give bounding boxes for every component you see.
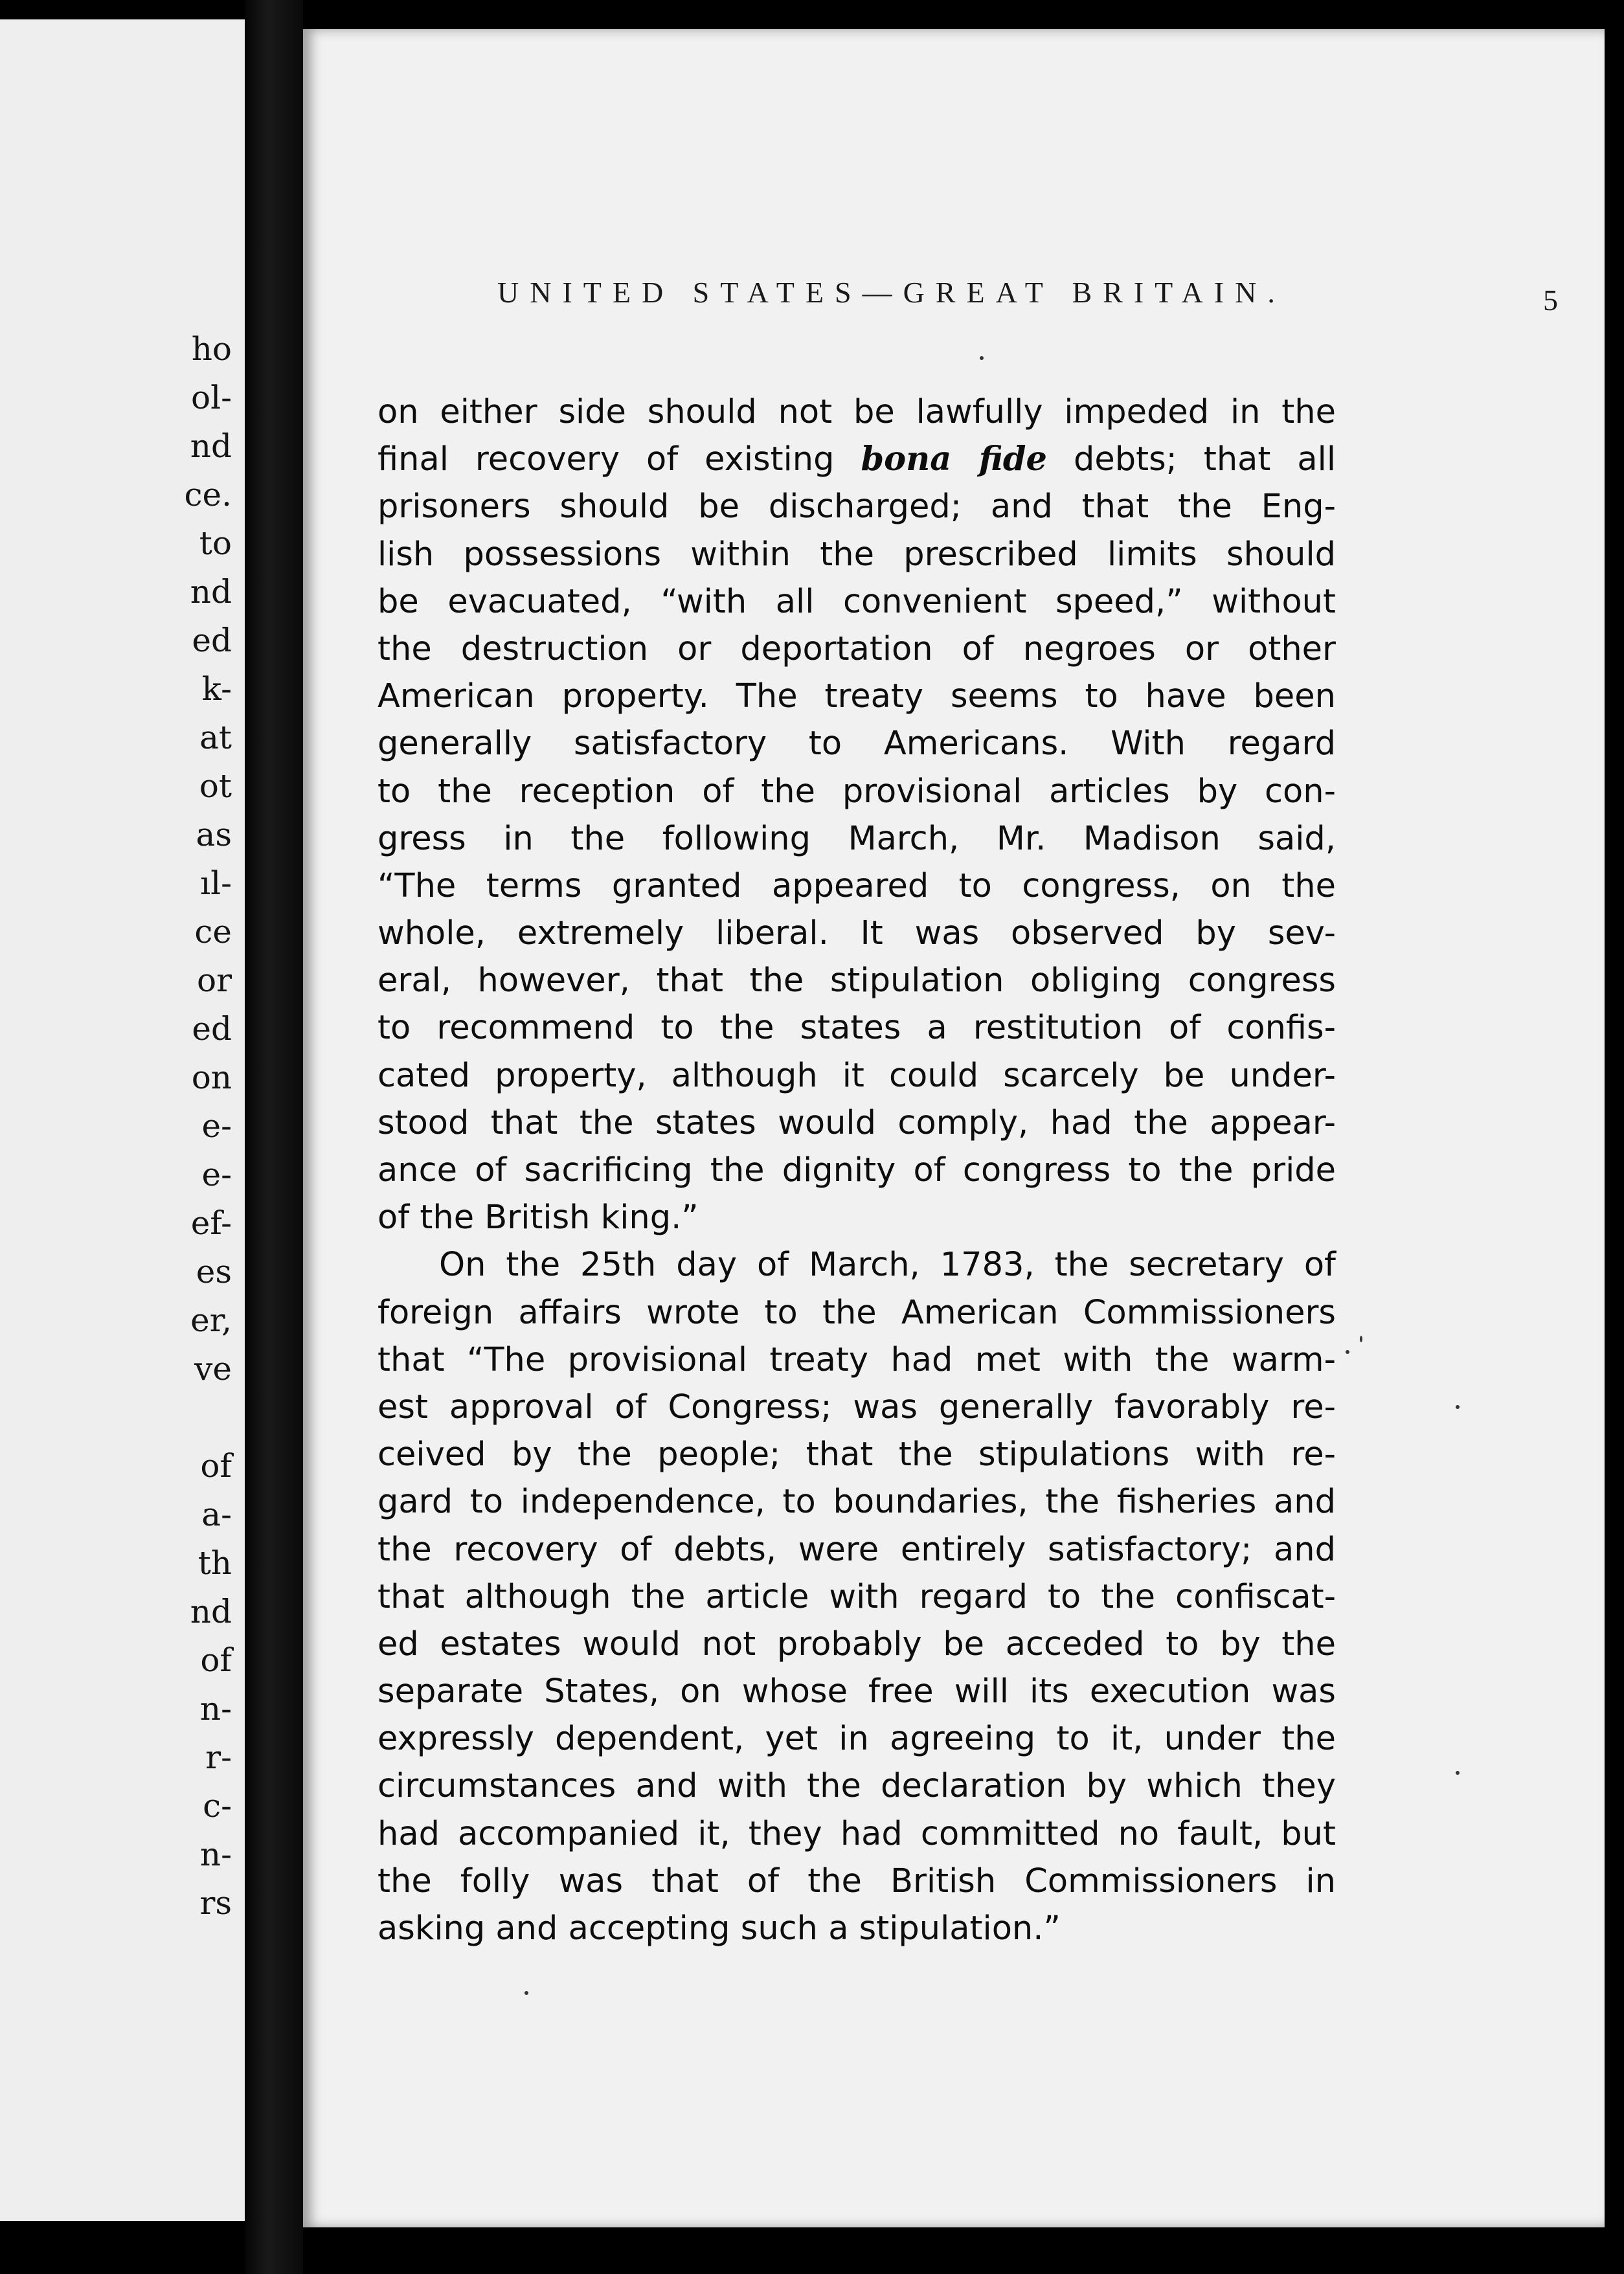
left-page-fragment: to bbox=[199, 524, 232, 562]
print-speck bbox=[1360, 1336, 1362, 1342]
text-line: the destruction or deportation of negroes or other bbox=[378, 629, 1336, 668]
left-page-fragment: n- bbox=[199, 1690, 232, 1728]
left-page-fragment: at bbox=[199, 719, 232, 756]
print-speck bbox=[980, 356, 984, 360]
text-line: circumstances and with the declaration by which they bbox=[378, 1767, 1336, 1806]
text-line: on either side should not be lawfully impeded in the bbox=[378, 393, 1336, 431]
left-page-fragment: of bbox=[200, 1447, 232, 1485]
text-line: generally satisfactory to Americans. With regard bbox=[378, 725, 1336, 763]
left-page-fragment: ve bbox=[194, 1350, 232, 1388]
text-line: ed estates would not probably be acceded to by the bbox=[378, 1625, 1336, 1663]
text-line: of the British king.” bbox=[378, 1199, 699, 1237]
left-page-fragment: nd bbox=[190, 573, 232, 611]
left-page-fragment: es bbox=[196, 1253, 232, 1290]
left-page-fragment: n- bbox=[199, 1836, 232, 1873]
left-page-fragment: ot bbox=[199, 767, 232, 805]
left-page-fragment: or bbox=[196, 962, 232, 999]
text-line: to the reception of the provisional articles by con- bbox=[378, 772, 1336, 811]
left-page-fragment: of bbox=[200, 1641, 232, 1679]
left-page-fragment: a- bbox=[201, 1496, 232, 1533]
text-line: stood that the states would comply, had the appear- bbox=[378, 1103, 1336, 1142]
text-line: est approval of Congress; was generally favorably re- bbox=[378, 1388, 1336, 1426]
text-line: cated property, although it could scarcely be under- bbox=[378, 1056, 1336, 1095]
text-line: separate States, on whose free will its execution was bbox=[378, 1672, 1336, 1711]
left-page-fragment: e- bbox=[201, 1156, 232, 1193]
text-line: be evacuated, “with all convenient speed,” without bbox=[378, 582, 1336, 621]
text-line: lish possessions within the prescribed limits should bbox=[378, 535, 1336, 574]
text-line: to recommend to the states a restitution of confis- bbox=[378, 1009, 1336, 1048]
left-page-fragment: ed bbox=[192, 622, 232, 659]
text-line: that although the article with regard to the confiscat- bbox=[378, 1577, 1336, 1616]
text-line: foreign affairs wrote to the American Commissioners bbox=[378, 1293, 1336, 1332]
book-spine-shadow bbox=[245, 0, 303, 2274]
left-page-fragment: ol- bbox=[191, 379, 232, 416]
running-head-title: UNITED STATES—GREAT BRITAIN. bbox=[497, 276, 1286, 309]
left-page-fragment: as bbox=[196, 816, 232, 853]
left-page-fragment: ed bbox=[192, 1010, 232, 1048]
left-page-fragment: nd bbox=[190, 1593, 232, 1630]
text-line: gress in the following March, Mr. Madison said, bbox=[378, 819, 1336, 858]
print-speck bbox=[1456, 1771, 1460, 1775]
running-head bbox=[497, 275, 1558, 321]
text-line: final recovery of existing bona fide debts; that all bbox=[378, 440, 1336, 479]
text-line: prisoners should be discharged; and that the Eng- bbox=[378, 488, 1336, 526]
text-line: American property. The treaty seems to have been bbox=[378, 677, 1336, 716]
left-page-fragment: nd bbox=[190, 427, 232, 465]
text-line: “The terms granted appeared to congress, on the bbox=[378, 866, 1336, 905]
left-facing-page bbox=[0, 19, 245, 2221]
page-number: 5 bbox=[1543, 284, 1558, 317]
text-line: that “The provisional treaty had met with the warm- bbox=[378, 1340, 1336, 1379]
left-page-fragment: ce bbox=[194, 913, 232, 951]
text-line: the recovery of debts, were entirely satisfactory; and bbox=[378, 1530, 1336, 1569]
left-page-fragment: r- bbox=[205, 1739, 232, 1776]
print-speck bbox=[524, 1991, 528, 1995]
left-page-fragment: er, bbox=[190, 1301, 232, 1339]
text-line: eral, however, that the stipulation obliging congress bbox=[378, 962, 1336, 1000]
left-page-fragment: ıl- bbox=[200, 864, 232, 902]
left-page-fragment: e- bbox=[201, 1107, 232, 1145]
print-speck bbox=[1346, 1350, 1349, 1354]
text-line: gard to independence, to boundaries, the fisheries and bbox=[378, 1483, 1336, 1522]
text-line: the folly was that of the British Commissioners in bbox=[378, 1862, 1336, 1900]
body-text bbox=[378, 388, 1336, 1952]
left-page-fragment: on bbox=[191, 1059, 232, 1096]
text-line: ceived by the people; that the stipulations with re- bbox=[378, 1435, 1336, 1474]
left-page-fragment: ho bbox=[191, 330, 232, 368]
text-line: whole, extremely liberal. It was observed by sev- bbox=[378, 914, 1336, 953]
main-page bbox=[303, 29, 1605, 2227]
text-line: had accompanied it, they had committed no fault, but bbox=[378, 1814, 1336, 1853]
text-line: ance of sacrificing the dignity of congress to the pride bbox=[378, 1151, 1336, 1189]
text-line: On the 25th day of March, 1783, the secretary of bbox=[439, 1246, 1336, 1285]
text-line: expressly dependent, yet in agreeing to it, under the bbox=[378, 1720, 1336, 1759]
left-page-fragment: ce. bbox=[184, 476, 232, 513]
left-page-fragment: k- bbox=[201, 670, 232, 708]
print-speck bbox=[1456, 1405, 1460, 1409]
left-page-fragment: ef- bbox=[190, 1204, 232, 1242]
left-page-fragment: rs bbox=[199, 1884, 232, 1922]
left-page-fragment: c- bbox=[203, 1787, 232, 1825]
text-line: asking and accepting such a stipulation.” bbox=[378, 1909, 1061, 1948]
left-page-fragment: th bbox=[197, 1544, 232, 1582]
